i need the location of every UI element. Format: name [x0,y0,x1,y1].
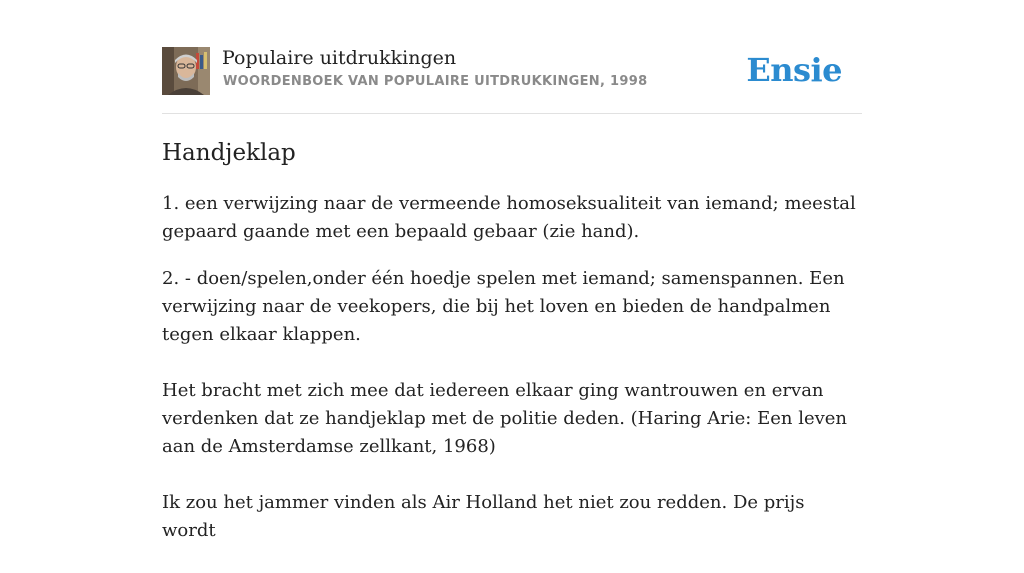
header-divider [162,113,862,114]
definition-2: 2. - doen/spelen,onder één hoedje spelen met iemand; samenspannen. Een verwijzing naar de veekopers, die bij het loven en bieden de handpalmen tegen elkaar klappen. [162,268,845,345]
page-container [162,0,862,541]
source-subtitle: WOORDENBOEK VAN POPULAIRE UITDRUKKINGEN, 1998 [223,74,648,89]
source-title[interactable]: Populaire uitdrukkingen [222,47,457,69]
avatar [162,47,210,95]
example-2: Ik zou het jammer vinden als Air Holland het niet zou redden. De prijs wordt [162,492,805,541]
example-1: Het bracht met zich mee dat iedereen elkaar ging wantrouwen en ervan verdenken dat ze handjeklap met de politie deden. (Haring Arie: Een leven aan de Amsterdamse zellkant, 1968) [162,380,848,457]
author-portrait-icon [162,47,210,95]
definition-2-block [162,265,862,573]
entry-title: Handjeklap [162,140,296,166]
source-header [162,46,862,96]
ensie-logo[interactable]: Ensie [746,51,842,89]
definition-1: 1. een verwijzing naar de vermeende homoseksualiteit van iemand; meestal gepaard gaande met een bepaald gebaar (zie hand). [162,193,856,242]
